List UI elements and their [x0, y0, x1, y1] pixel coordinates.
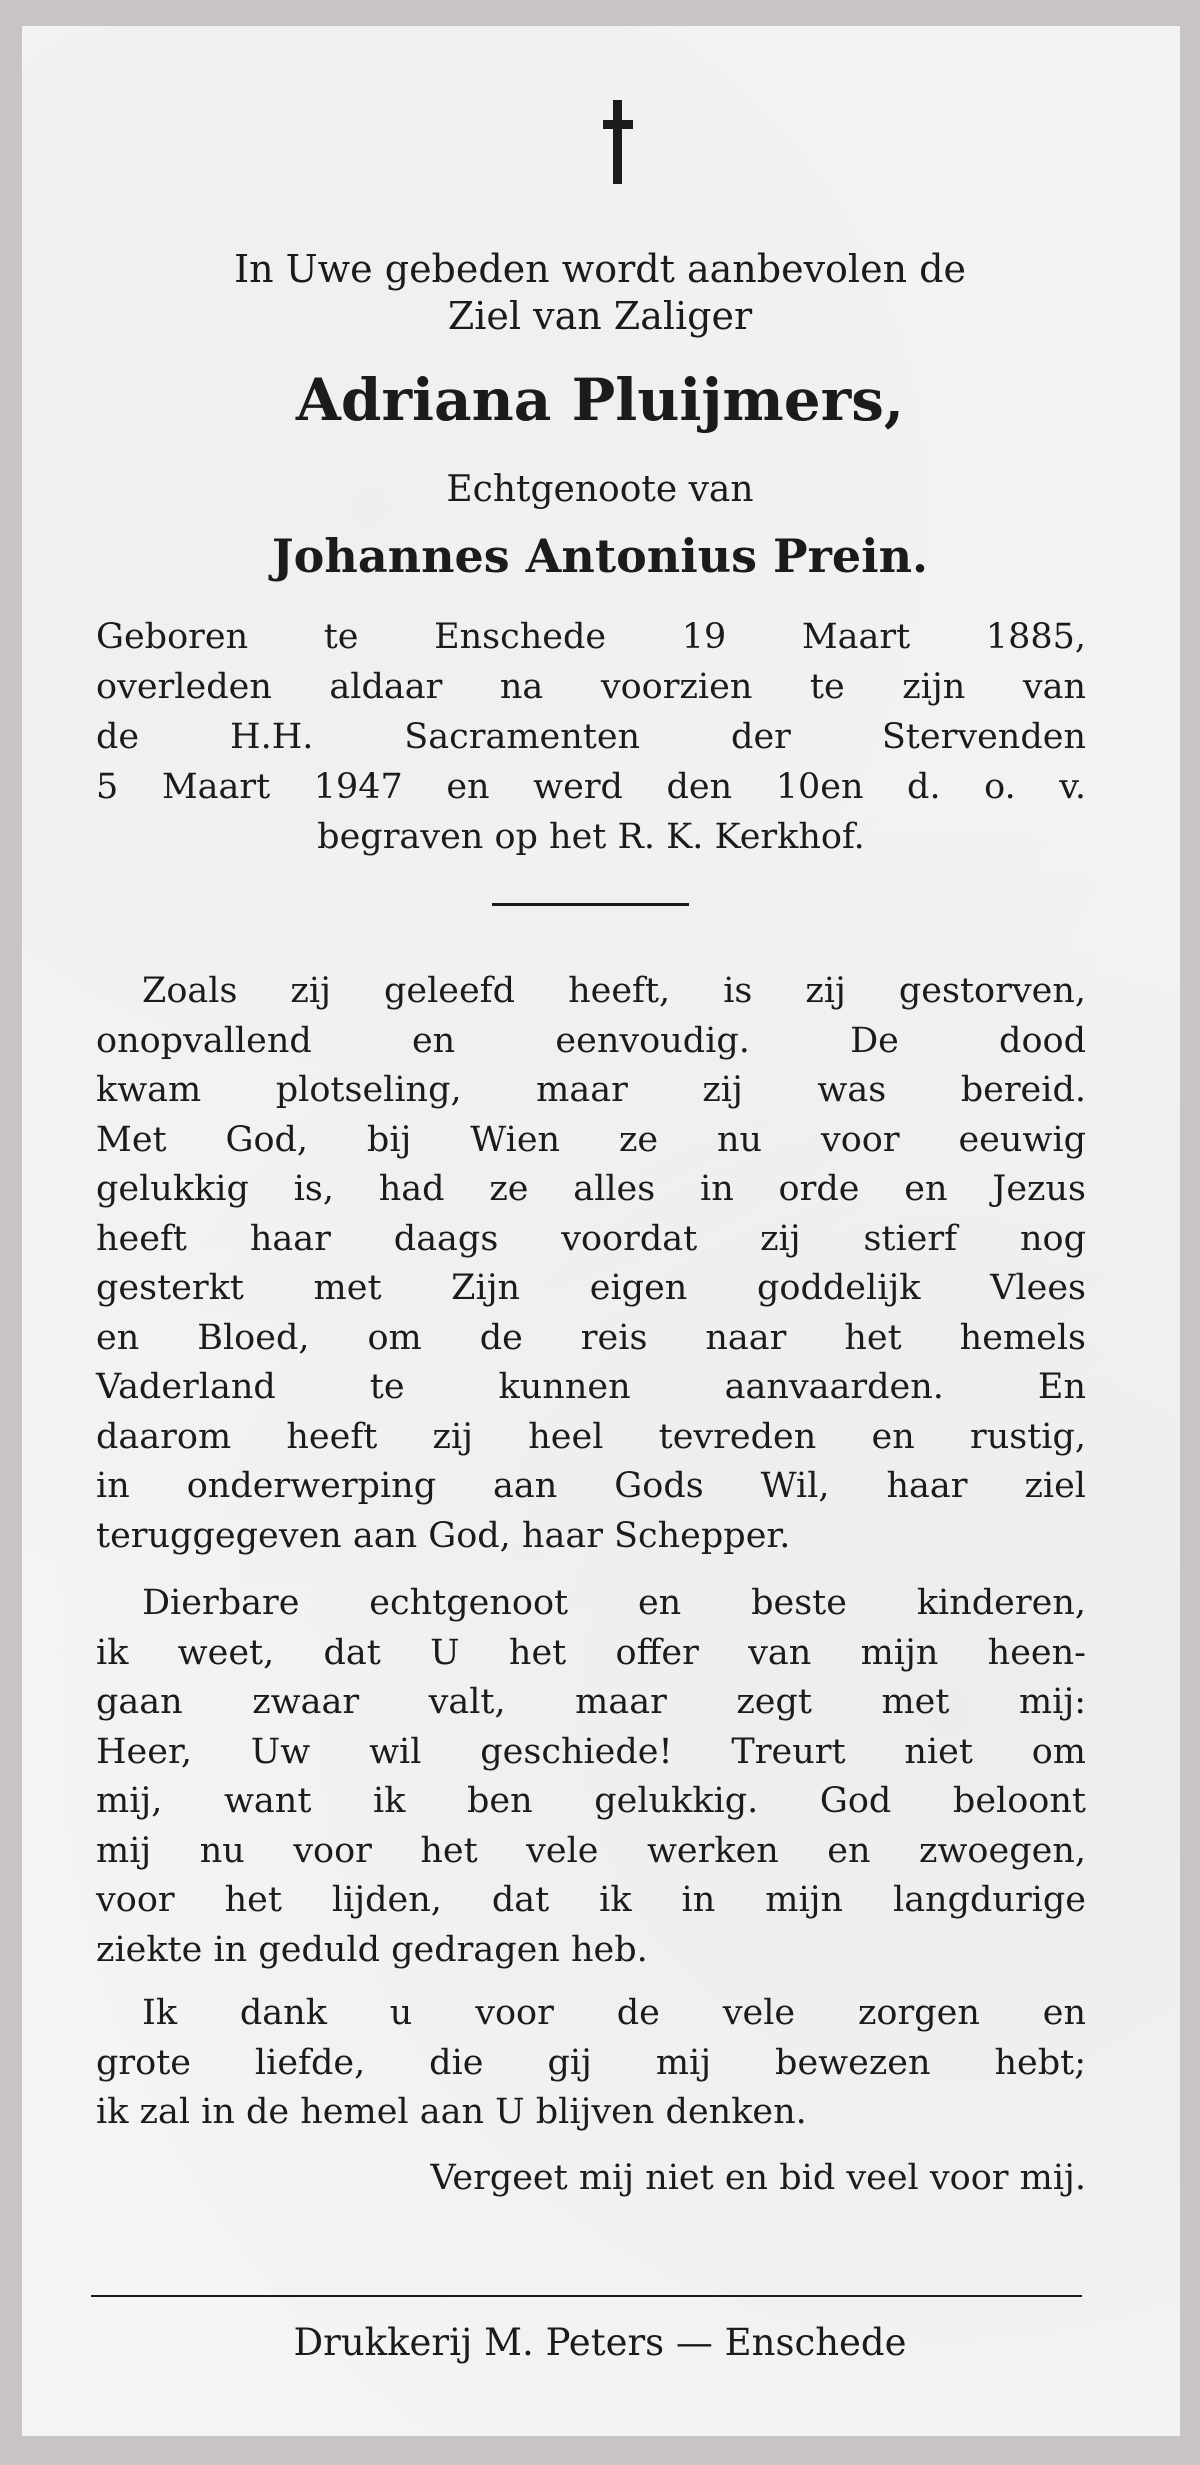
biography-line: begraven op het R. K. Kerkhof.	[317, 817, 865, 857]
paragraph-1-line: daarom heeft zij heel tevreden en rustig,	[96, 1416, 1086, 1457]
biography-line: Geboren te Enschede 19 Maart 1885,	[96, 617, 1086, 657]
paragraph-2-line: gaan zwaar valt, maar zegt met mij:	[96, 1682, 1086, 1722]
biography-line: overleden aldaar na voorzien te zijn van	[96, 667, 1086, 707]
paragraph-2-line: ik weet, dat U het offer van mijn heen-	[96, 1632, 1086, 1673]
intro-line-2: Ziel van Zaliger	[447, 294, 753, 338]
paragraph-1-line: Met God, bij Wien ze nu voor eeuwig	[96, 1119, 1086, 1160]
paragraph-2-line: mij nu voor het vele werken en zwoegen,	[96, 1830, 1086, 1871]
paragraph-1-line: heeft haar daags voordat zij stierf nog	[96, 1218, 1086, 1259]
paragraph-1-line: in onderwerping aan Gods Wil, haar ziel	[96, 1466, 1086, 1506]
paragraph-4-line: Vergeet mij niet en bid veel voor mij.	[430, 2158, 1086, 2198]
paragraph-3-line: grote liefde, die gij mij bewezen hebt;	[96, 2042, 1086, 2083]
paragraph-1-line: gelukkig is, had ze alles in orde en Jezus	[96, 1169, 1086, 1209]
paragraph-2-line: Heer, Uw wil geschiede! Treurt niet om	[96, 1731, 1086, 1772]
cross-icon	[603, 100, 631, 184]
paragraph-1-line: kwam plotseling, maar zij was bereid.	[96, 1070, 1086, 1110]
biography-line: de H.H. Sacramenten der Stervenden	[96, 717, 1086, 757]
paragraph-1-line: onopvallend en eenvoudig. De dood	[96, 1020, 1086, 1061]
intro-line-1: In Uwe gebeden wordt aanbevolen de	[234, 247, 966, 291]
paragraph-2-line: Dierbare echtgenoot en beste kinderen,	[142, 1583, 1086, 1623]
paragraph-2-line: mij, want ik ben gelukkig. God beloont	[96, 1781, 1086, 1821]
footer-rule	[91, 2295, 1082, 2297]
paragraph-3-line: Ik dank u voor de vele zorgen en	[142, 1993, 1086, 2033]
paragraph-2-line: ziekte in geduld gedragen heb.	[96, 1929, 648, 1970]
divider	[492, 903, 689, 906]
printer-credit: Drukkerij M. Peters — Enschede	[293, 2321, 907, 2364]
paragraph-1-line: en Bloed, om de reis naar het hemels	[96, 1317, 1086, 1358]
paragraph-3-line: ik zal in de hemel aan U blijven denken.	[96, 2092, 807, 2132]
deceased-name: Adriana Pluijmers,	[295, 366, 905, 434]
relation: Echtgenoote van	[446, 469, 754, 510]
paragraph-2-line: voor het lijden, dat ik in mijn langdurige	[96, 1880, 1086, 1920]
paragraph-1-line: gesterkt met Zijn eigen goddelijk Vlees	[96, 1268, 1086, 1308]
spouse-name: Johannes Antonius Prein.	[271, 529, 929, 583]
biography-line: 5 Maart 1947 en werd den 10en d. o. v.	[96, 767, 1086, 807]
paragraph-1-line: Zoals zij geleefd heeft, is zij gestorven,	[142, 971, 1086, 1011]
paragraph-1-line: teruggegeven aan God, haar Schepper.	[96, 1515, 791, 1556]
paragraph-1-line: Vaderland te kunnen aanvaarden. En	[96, 1367, 1086, 1407]
